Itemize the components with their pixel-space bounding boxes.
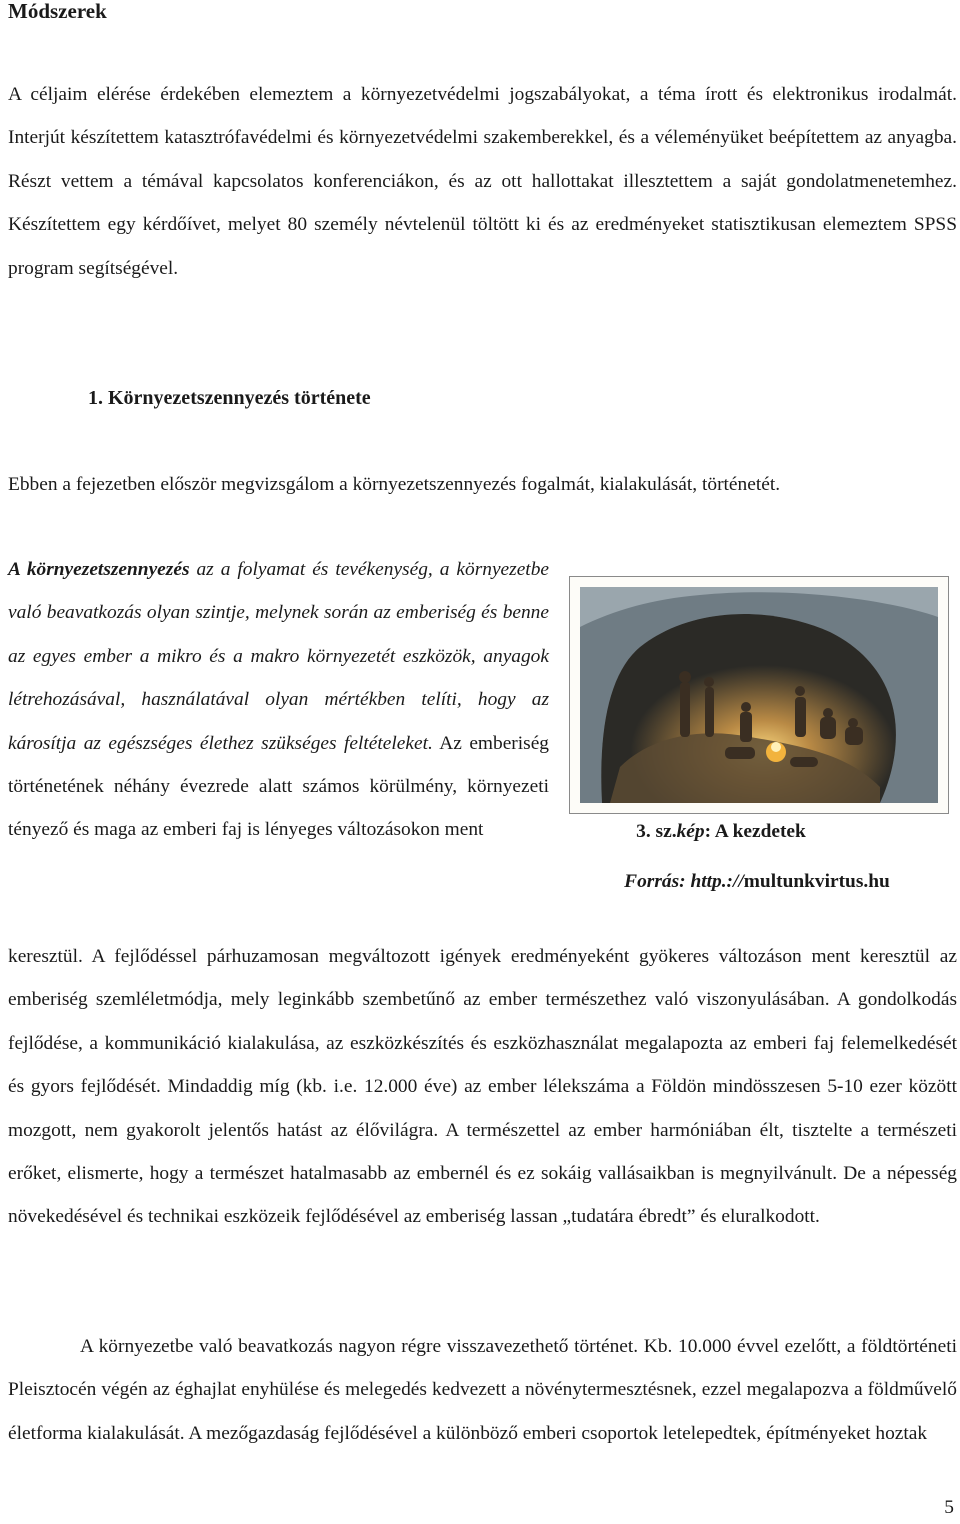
definition-italic: [8, 559, 549, 754]
cave-people-illustration-icon: [580, 587, 938, 803]
definition-continuation: Az emberiség történetének néhány évezrede alatt számos körülmény, környezeti tényező és maga az emberi faj is lényeges változásokon ment: [8, 732, 549, 841]
page-number: 5: [944, 1497, 954, 1518]
figure-caption-title: [531, 818, 911, 846]
figure-image-frame: [569, 576, 949, 814]
chapter-intro-paragraph: Ebben a fejezetben először megvizsgálom a környezetszennyezés fogalmát, kialakulását, történetét.: [8, 474, 781, 495]
chapter-title: 1. Környezetszennyezés története: [88, 387, 371, 409]
caption-number: 3. sz.: [636, 821, 677, 842]
caption-label: kép: [676, 821, 705, 842]
definition-term: A környezetszennyezés: [8, 559, 190, 580]
last-paragraph: A környezetbe való beavatkozás nagyon régre visszavezethető történet. Kb. 10.000 évvel ezelőtt, a földtörténeti Pleisztocén végén az éghajlat enyhülése és melegedés kedvezett a növénytermesztésnek, ezzel megalapozva a földművelő életforma kialakulását. A mezőgazdaság fejlődésével a különböző emberi csoportok letelepedtek, építményeket hoztak: [8, 1336, 957, 1444]
source-label: Forrás: http.://: [624, 871, 744, 892]
section-heading: Módszerek: [8, 0, 107, 23]
source-site: multunkvirtus.hu: [743, 871, 890, 892]
definition-text: az a folyamat és tevékenység, a környezetbe való beavatkozás olyan szintje, melynek során az emberiség és benne az egyes ember a mikro és a makro környezetét eszközök, anyagok létrehozásával, használatával olyan mértékben telíti, hogy az károsítja az egészséges élethez szükséges feltételeket.: [8, 559, 549, 754]
figure-caption-source: [572, 868, 942, 896]
continued-paragraph: keresztül. A fejlődéssel párhuzamosan megváltozott igények eredményeként gyökeres változáson ment keresztül az emberiség szemléletmódja, mely leginkább szembetűnő az ember természethez való viszonyulásában. A gondolkodás fejlődése, a kommunikáció kialakulása, az eszközkészítés és eszközhasználat megalapozta az emberi faj felemelkedését és gyors fejlődését. Mindaddig míg (kb. i.e. 12.000 éve) az ember lélekszáma a Földön mindösszesen 5-10 ezer között mozgott, nem gyakorolt jelentős hatást az élővilágra. A természettel az ember harmóniában élt, tisztelte a természeti erőket, elismerte, hogy a természet hatalmasabb az embernél és ez sokáig vallásaikban is megnyilvánult. De a népesség növekedésével és technikai eszközeik fejlődésével az emberiség lassan „tudatára ébredt” és eluralkodott.: [8, 946, 957, 1228]
caption-title-text: : A kezdetek: [704, 821, 806, 842]
intro-paragraph: A céljaim elérése érdekében elemeztem a környezetvédelmi jogszabályokat, a téma írott és elektronikus irodalmát. Interjút készítettem katasztrófavédelmi és környezetvédelmi szakemberekkel, és a véleményüket beépítettem az anyagba. Részt vettem a témával kapcsolatos konferenciákon, és az ott hallottakat illesztettem a saját gondolatmenetemhez. Készítettem egy kérdőívet, melyet 80 személy névtelenül töltött ki és az eredményeket statisztikusan elemeztem SPSS program segítségével.: [8, 84, 957, 279]
definition-paragraph: [8, 548, 549, 852]
